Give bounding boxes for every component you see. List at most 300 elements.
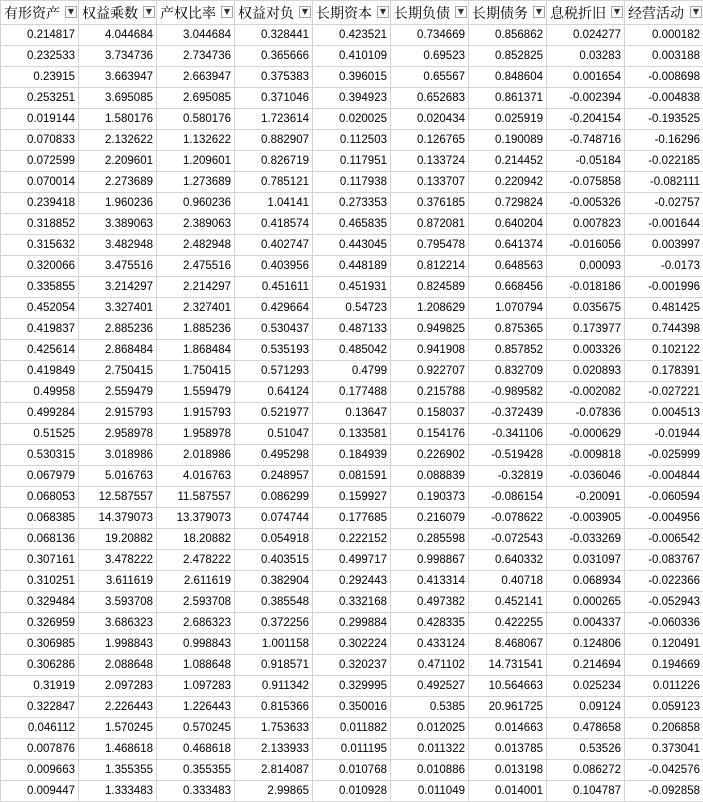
- table-cell[interactable]: 0.429664: [235, 298, 313, 319]
- table-cell[interactable]: -0.027221: [625, 382, 703, 403]
- table-cell[interactable]: 1.097283: [157, 676, 235, 697]
- table-cell[interactable]: -0.082111: [625, 172, 703, 193]
- table-cell[interactable]: 0.949825: [391, 319, 469, 340]
- table-cell[interactable]: 0.960236: [157, 193, 235, 214]
- table-cell[interactable]: -0.16296: [625, 130, 703, 151]
- table-cell[interactable]: 0.253251: [1, 88, 79, 109]
- table-cell[interactable]: 0.010768: [313, 760, 391, 781]
- table-cell[interactable]: 0.448189: [313, 256, 391, 277]
- table-cell[interactable]: 0.067979: [1, 466, 79, 487]
- table-cell[interactable]: 0.443045: [313, 235, 391, 256]
- table-cell[interactable]: 0.328441: [235, 25, 313, 46]
- table-cell[interactable]: 0.318852: [1, 214, 79, 235]
- table-cell[interactable]: 0.580176: [157, 109, 235, 130]
- table-cell[interactable]: 0.861371: [469, 88, 547, 109]
- table-cell[interactable]: 2.868484: [79, 340, 157, 361]
- table-cell[interactable]: 0.49958: [1, 382, 79, 403]
- table-cell[interactable]: 0.03283: [547, 46, 625, 67]
- table-cell[interactable]: 5.016763: [79, 466, 157, 487]
- table-cell[interactable]: 2.475516: [157, 256, 235, 277]
- table-cell[interactable]: -0.004844: [625, 466, 703, 487]
- table-cell[interactable]: 0.396015: [313, 67, 391, 88]
- table-cell[interactable]: 0.003997: [625, 235, 703, 256]
- table-cell[interactable]: 0.355355: [157, 760, 235, 781]
- table-cell[interactable]: 0.376185: [391, 193, 469, 214]
- table-cell[interactable]: 0.190089: [469, 130, 547, 151]
- table-cell[interactable]: -0.004956: [625, 508, 703, 529]
- table-cell[interactable]: 12.587557: [79, 487, 157, 508]
- table-cell[interactable]: 0.487133: [313, 319, 391, 340]
- table-cell[interactable]: 2.663947: [157, 67, 235, 88]
- table-cell[interactable]: 0.031097: [547, 550, 625, 571]
- table-cell[interactable]: 0.013198: [469, 760, 547, 781]
- table-cell[interactable]: 0.011322: [391, 739, 469, 760]
- table-cell[interactable]: 0.117938: [313, 172, 391, 193]
- table-cell[interactable]: 1.723614: [235, 109, 313, 130]
- table-cell[interactable]: -0.001644: [625, 214, 703, 235]
- table-cell[interactable]: 0.011882: [313, 718, 391, 739]
- table-cell[interactable]: 0.872081: [391, 214, 469, 235]
- filter-dropdown-icon[interactable]: ▼: [65, 6, 77, 18]
- filter-dropdown-icon[interactable]: ▼: [455, 6, 467, 18]
- table-cell[interactable]: 2.088648: [79, 655, 157, 676]
- table-cell[interactable]: 2.226443: [79, 697, 157, 718]
- table-cell[interactable]: 0.133581: [313, 424, 391, 445]
- table-cell[interactable]: 2.885236: [79, 319, 157, 340]
- table-cell[interactable]: 0.126765: [391, 130, 469, 151]
- filter-dropdown-icon[interactable]: ▼: [221, 6, 233, 18]
- table-cell[interactable]: -0.052943: [625, 592, 703, 613]
- table-cell[interactable]: 0.530315: [1, 445, 79, 466]
- table-cell[interactable]: 1.559479: [157, 382, 235, 403]
- column-header[interactable]: [625, 1, 703, 25]
- table-cell[interactable]: 13.379073: [157, 508, 235, 529]
- table-cell[interactable]: 0.010886: [391, 760, 469, 781]
- table-cell[interactable]: -0.07836: [547, 403, 625, 424]
- table-cell[interactable]: 2.018986: [157, 445, 235, 466]
- table-cell[interactable]: 0.086299: [235, 487, 313, 508]
- table-cell[interactable]: 0.003188: [625, 46, 703, 67]
- table-cell[interactable]: -0.519428: [469, 445, 547, 466]
- table-cell[interactable]: -0.086154: [469, 487, 547, 508]
- table-cell[interactable]: 1.04141: [235, 193, 313, 214]
- column-header[interactable]: [547, 1, 625, 25]
- column-header[interactable]: [79, 1, 157, 25]
- table-cell[interactable]: 4.016763: [157, 466, 235, 487]
- table-cell[interactable]: 0.003326: [547, 340, 625, 361]
- column-header[interactable]: [157, 1, 235, 25]
- column-header[interactable]: [469, 1, 547, 25]
- table-cell[interactable]: 0.53526: [547, 739, 625, 760]
- table-cell[interactable]: -0.022366: [625, 571, 703, 592]
- table-cell[interactable]: 3.389063: [79, 214, 157, 235]
- table-cell[interactable]: 0.007876: [1, 739, 79, 760]
- table-cell[interactable]: -0.748716: [547, 130, 625, 151]
- table-cell[interactable]: 0.365666: [235, 46, 313, 67]
- table-cell[interactable]: -0.009818: [547, 445, 625, 466]
- table-cell[interactable]: 2.133933: [235, 739, 313, 760]
- table-cell[interactable]: 0.882907: [235, 130, 313, 151]
- table-cell[interactable]: 0.428335: [391, 613, 469, 634]
- table-cell[interactable]: -0.075858: [547, 172, 625, 193]
- table-cell[interactable]: 1.868484: [157, 340, 235, 361]
- table-cell[interactable]: -0.05184: [547, 151, 625, 172]
- table-cell[interactable]: -0.372439: [469, 403, 547, 424]
- table-cell[interactable]: 0.177685: [313, 508, 391, 529]
- table-cell[interactable]: -0.002394: [547, 88, 625, 109]
- filter-dropdown-icon[interactable]: ▼: [533, 6, 545, 18]
- table-cell[interactable]: 1.468618: [79, 739, 157, 760]
- table-cell[interactable]: 0.299884: [313, 613, 391, 634]
- table-cell[interactable]: 0.402747: [235, 235, 313, 256]
- table-cell[interactable]: 0.068934: [547, 571, 625, 592]
- table-cell[interactable]: 0.744398: [625, 319, 703, 340]
- table-cell[interactable]: 1.998843: [79, 634, 157, 655]
- table-cell[interactable]: 0.046112: [1, 718, 79, 739]
- table-cell[interactable]: 0.306286: [1, 655, 79, 676]
- table-cell[interactable]: -0.008698: [625, 67, 703, 88]
- table-cell[interactable]: 0.832709: [469, 361, 547, 382]
- table-cell[interactable]: 3.611619: [79, 571, 157, 592]
- table-cell[interactable]: 0.007823: [547, 214, 625, 235]
- table-cell[interactable]: 0.216079: [391, 508, 469, 529]
- table-cell[interactable]: 0.070833: [1, 130, 79, 151]
- table-cell[interactable]: 0.5385: [391, 697, 469, 718]
- table-cell[interactable]: 1.570245: [79, 718, 157, 739]
- table-cell[interactable]: 0.011195: [313, 739, 391, 760]
- table-cell[interactable]: 1.915793: [157, 403, 235, 424]
- table-cell[interactable]: 0.159927: [313, 487, 391, 508]
- table-cell[interactable]: 0.009663: [1, 760, 79, 781]
- table-cell[interactable]: 0.413314: [391, 571, 469, 592]
- table-cell[interactable]: -0.20091: [547, 487, 625, 508]
- table-cell[interactable]: 14.379073: [79, 508, 157, 529]
- table-cell[interactable]: 0.372256: [235, 613, 313, 634]
- table-cell[interactable]: 2.209601: [79, 151, 157, 172]
- table-cell[interactable]: 0.422255: [469, 613, 547, 634]
- table-cell[interactable]: 0.922707: [391, 361, 469, 382]
- table-cell[interactable]: 0.350016: [313, 697, 391, 718]
- table-cell[interactable]: 0.31919: [1, 676, 79, 697]
- table-cell[interactable]: 8.468067: [469, 634, 547, 655]
- table-cell[interactable]: 0.035675: [547, 298, 625, 319]
- table-cell[interactable]: 0.371046: [235, 88, 313, 109]
- table-cell[interactable]: -0.006542: [625, 529, 703, 550]
- column-header[interactable]: [235, 1, 313, 25]
- table-cell[interactable]: 2.734736: [157, 46, 235, 67]
- table-cell[interactable]: 0.471102: [391, 655, 469, 676]
- table-cell[interactable]: 0.020025: [313, 109, 391, 130]
- table-cell[interactable]: 0.025234: [547, 676, 625, 697]
- table-cell[interactable]: 2.478222: [157, 550, 235, 571]
- table-cell[interactable]: 0.104787: [547, 781, 625, 802]
- table-cell[interactable]: 0.333483: [157, 781, 235, 802]
- table-cell[interactable]: 3.044684: [157, 25, 235, 46]
- table-cell[interactable]: -0.078622: [469, 508, 547, 529]
- table-cell[interactable]: 14.731541: [469, 655, 547, 676]
- table-cell[interactable]: 3.686323: [79, 613, 157, 634]
- table-cell[interactable]: -0.092858: [625, 781, 703, 802]
- table-cell[interactable]: 0.001654: [547, 67, 625, 88]
- table-cell[interactable]: -0.042576: [625, 760, 703, 781]
- table-cell[interactable]: -0.036046: [547, 466, 625, 487]
- table-cell[interactable]: 1.960236: [79, 193, 157, 214]
- table-cell[interactable]: 0.004513: [625, 403, 703, 424]
- table-cell[interactable]: -0.060594: [625, 487, 703, 508]
- table-cell[interactable]: -0.001996: [625, 277, 703, 298]
- table-cell[interactable]: 0.173977: [547, 319, 625, 340]
- column-header[interactable]: [313, 1, 391, 25]
- table-cell[interactable]: 0.232533: [1, 46, 79, 67]
- table-cell[interactable]: 0.485042: [313, 340, 391, 361]
- table-cell[interactable]: -0.01944: [625, 424, 703, 445]
- table-cell[interactable]: 0.848604: [469, 67, 547, 88]
- table-cell[interactable]: -0.072543: [469, 529, 547, 550]
- table-cell[interactable]: 0.335855: [1, 277, 79, 298]
- table-cell[interactable]: 0.332168: [313, 592, 391, 613]
- table-cell[interactable]: 0.120491: [625, 634, 703, 655]
- table-cell[interactable]: 0.320066: [1, 256, 79, 277]
- table-cell[interactable]: 1.088648: [157, 655, 235, 676]
- table-cell[interactable]: 0.385548: [235, 592, 313, 613]
- table-cell[interactable]: 3.593708: [79, 592, 157, 613]
- table-cell[interactable]: 1.750415: [157, 361, 235, 382]
- table-cell[interactable]: 0.521977: [235, 403, 313, 424]
- table-cell[interactable]: 0.51047: [235, 424, 313, 445]
- table-cell[interactable]: 0.4799: [313, 361, 391, 382]
- table-cell[interactable]: 0.530437: [235, 319, 313, 340]
- table-cell[interactable]: 0.478658: [547, 718, 625, 739]
- table-cell[interactable]: 0.226902: [391, 445, 469, 466]
- table-cell[interactable]: 0.394923: [313, 88, 391, 109]
- table-cell[interactable]: 0.824589: [391, 277, 469, 298]
- table-cell[interactable]: 0.310251: [1, 571, 79, 592]
- table-cell[interactable]: 0.375383: [235, 67, 313, 88]
- table-cell[interactable]: 0.09124: [547, 697, 625, 718]
- table-cell[interactable]: 0.004337: [547, 613, 625, 634]
- table-cell[interactable]: 0.641374: [469, 235, 547, 256]
- table-cell[interactable]: 0.190373: [391, 487, 469, 508]
- table-cell[interactable]: -0.016056: [547, 235, 625, 256]
- table-cell[interactable]: 1.753633: [235, 718, 313, 739]
- table-cell[interactable]: 0.322847: [1, 697, 79, 718]
- table-cell[interactable]: -0.32819: [469, 466, 547, 487]
- table-cell[interactable]: -0.193525: [625, 109, 703, 130]
- table-cell[interactable]: 0.826719: [235, 151, 313, 172]
- column-header[interactable]: [1, 1, 79, 25]
- table-cell[interactable]: 10.564663: [469, 676, 547, 697]
- table-cell[interactable]: -0.022185: [625, 151, 703, 172]
- table-cell[interactable]: -0.005326: [547, 193, 625, 214]
- table-cell[interactable]: 0.248957: [235, 466, 313, 487]
- table-cell[interactable]: 2.482948: [157, 235, 235, 256]
- table-cell[interactable]: 0.419837: [1, 319, 79, 340]
- table-cell[interactable]: 0.452141: [469, 592, 547, 613]
- table-cell[interactable]: 0.382904: [235, 571, 313, 592]
- table-cell[interactable]: 0.911342: [235, 676, 313, 697]
- table-cell[interactable]: 0.795478: [391, 235, 469, 256]
- table-cell[interactable]: 0.535193: [235, 340, 313, 361]
- table-cell[interactable]: 1.958978: [157, 424, 235, 445]
- table-cell[interactable]: 0.329484: [1, 592, 79, 613]
- table-cell[interactable]: 0.214817: [1, 25, 79, 46]
- table-cell[interactable]: 0.154176: [391, 424, 469, 445]
- table-cell[interactable]: 0.812214: [391, 256, 469, 277]
- table-cell[interactable]: 1.580176: [79, 109, 157, 130]
- table-cell[interactable]: 0.070014: [1, 172, 79, 193]
- table-cell[interactable]: 0.307161: [1, 550, 79, 571]
- column-header[interactable]: [391, 1, 469, 25]
- table-cell[interactable]: 0.285598: [391, 529, 469, 550]
- table-cell[interactable]: -0.000629: [547, 424, 625, 445]
- table-cell[interactable]: 0.373041: [625, 739, 703, 760]
- table-cell[interactable]: 0.009447: [1, 781, 79, 802]
- table-cell[interactable]: 1.355355: [79, 760, 157, 781]
- table-cell[interactable]: 0.025919: [469, 109, 547, 130]
- table-cell[interactable]: 0.072599: [1, 151, 79, 172]
- table-cell[interactable]: 0.729824: [469, 193, 547, 214]
- table-cell[interactable]: -0.989582: [469, 382, 547, 403]
- table-cell[interactable]: 3.734736: [79, 46, 157, 67]
- filter-dropdown-icon[interactable]: ▼: [690, 6, 702, 18]
- table-cell[interactable]: 0.239418: [1, 193, 79, 214]
- table-cell[interactable]: 2.695085: [157, 88, 235, 109]
- table-cell[interactable]: 11.587557: [157, 487, 235, 508]
- table-cell[interactable]: 0.059123: [625, 697, 703, 718]
- table-cell[interactable]: 0.652683: [391, 88, 469, 109]
- table-cell[interactable]: 1.273689: [157, 172, 235, 193]
- table-cell[interactable]: 0.117951: [313, 151, 391, 172]
- table-cell[interactable]: 0.215788: [391, 382, 469, 403]
- table-cell[interactable]: 0.419849: [1, 361, 79, 382]
- table-cell[interactable]: 2.327401: [157, 298, 235, 319]
- table-cell[interactable]: 0.014001: [469, 781, 547, 802]
- filter-dropdown-icon[interactable]: ▼: [299, 6, 311, 18]
- table-cell[interactable]: 2.214297: [157, 277, 235, 298]
- table-cell[interactable]: 2.097283: [79, 676, 157, 697]
- table-cell[interactable]: 0.495298: [235, 445, 313, 466]
- table-cell[interactable]: 3.478222: [79, 550, 157, 571]
- table-cell[interactable]: 2.389063: [157, 214, 235, 235]
- table-cell[interactable]: 3.327401: [79, 298, 157, 319]
- table-cell[interactable]: 3.475516: [79, 256, 157, 277]
- table-cell[interactable]: 0.13647: [313, 403, 391, 424]
- table-cell[interactable]: 0.074744: [235, 508, 313, 529]
- table-cell[interactable]: 0.499284: [1, 403, 79, 424]
- table-cell[interactable]: 0.184939: [313, 445, 391, 466]
- table-cell[interactable]: 0.418574: [235, 214, 313, 235]
- table-cell[interactable]: -0.025999: [625, 445, 703, 466]
- table-cell[interactable]: 0.054918: [235, 529, 313, 550]
- table-cell[interactable]: 0.000265: [547, 592, 625, 613]
- table-cell[interactable]: 2.593708: [157, 592, 235, 613]
- table-cell[interactable]: 1.132622: [157, 130, 235, 151]
- table-cell[interactable]: 0.468618: [157, 739, 235, 760]
- table-cell[interactable]: 0.206858: [625, 718, 703, 739]
- table-cell[interactable]: 0.875365: [469, 319, 547, 340]
- table-cell[interactable]: 2.958978: [79, 424, 157, 445]
- table-cell[interactable]: 0.320237: [313, 655, 391, 676]
- table-cell[interactable]: -0.341106: [469, 424, 547, 445]
- table-cell[interactable]: 1.226443: [157, 697, 235, 718]
- table-cell[interactable]: 1.208629: [391, 298, 469, 319]
- table-cell[interactable]: 0.010928: [313, 781, 391, 802]
- table-cell[interactable]: 0.998843: [157, 634, 235, 655]
- table-cell[interactable]: 0.492527: [391, 676, 469, 697]
- table-cell[interactable]: 1.070794: [469, 298, 547, 319]
- table-cell[interactable]: -0.003905: [547, 508, 625, 529]
- table-cell[interactable]: 0.998867: [391, 550, 469, 571]
- table-cell[interactable]: 0.012025: [391, 718, 469, 739]
- table-cell[interactable]: 18.20882: [157, 529, 235, 550]
- table-cell[interactable]: -0.002082: [547, 382, 625, 403]
- table-cell[interactable]: 3.663947: [79, 67, 157, 88]
- table-cell[interactable]: -0.204154: [547, 109, 625, 130]
- table-cell[interactable]: 2.814087: [235, 760, 313, 781]
- table-cell[interactable]: 2.915793: [79, 403, 157, 424]
- table-cell[interactable]: 0.941908: [391, 340, 469, 361]
- table-cell[interactable]: 0.102122: [625, 340, 703, 361]
- table-cell[interactable]: 1.001158: [235, 634, 313, 655]
- table-cell[interactable]: 0.158037: [391, 403, 469, 424]
- table-cell[interactable]: 2.273689: [79, 172, 157, 193]
- table-cell[interactable]: 0.014663: [469, 718, 547, 739]
- table-cell[interactable]: 0.214452: [469, 151, 547, 172]
- table-cell[interactable]: 1.885236: [157, 319, 235, 340]
- table-cell[interactable]: 19.20882: [79, 529, 157, 550]
- table-cell[interactable]: -0.02757: [625, 193, 703, 214]
- table-cell[interactable]: 0.571293: [235, 361, 313, 382]
- table-cell[interactable]: 2.686323: [157, 613, 235, 634]
- table-cell[interactable]: 2.559479: [79, 382, 157, 403]
- table-cell[interactable]: 0.020893: [547, 361, 625, 382]
- table-cell[interactable]: 0.024277: [547, 25, 625, 46]
- table-cell[interactable]: 0.214694: [547, 655, 625, 676]
- table-cell[interactable]: 0.081591: [313, 466, 391, 487]
- table-cell[interactable]: 1.209601: [157, 151, 235, 172]
- table-cell[interactable]: 0.088839: [391, 466, 469, 487]
- table-cell[interactable]: -0.004838: [625, 88, 703, 109]
- table-cell[interactable]: 0.481425: [625, 298, 703, 319]
- table-cell[interactable]: 0.011049: [391, 781, 469, 802]
- table-cell[interactable]: 0.54723: [313, 298, 391, 319]
- table-cell[interactable]: 0.465835: [313, 214, 391, 235]
- table-cell[interactable]: 4.044684: [79, 25, 157, 46]
- table-cell[interactable]: 0.640204: [469, 214, 547, 235]
- table-cell[interactable]: 0.133724: [391, 151, 469, 172]
- table-cell[interactable]: 0.40718: [469, 571, 547, 592]
- table-cell[interactable]: 0.570245: [157, 718, 235, 739]
- table-cell[interactable]: 0.302224: [313, 634, 391, 655]
- table-cell[interactable]: 0.020434: [391, 109, 469, 130]
- table-cell[interactable]: 0.315632: [1, 235, 79, 256]
- table-cell[interactable]: 0.306985: [1, 634, 79, 655]
- table-cell[interactable]: 0.329995: [313, 676, 391, 697]
- table-cell[interactable]: 0.222152: [313, 529, 391, 550]
- table-cell[interactable]: 0.177488: [313, 382, 391, 403]
- table-cell[interactable]: 0.068053: [1, 487, 79, 508]
- table-cell[interactable]: 0.403956: [235, 256, 313, 277]
- table-cell[interactable]: 20.961725: [469, 697, 547, 718]
- table-cell[interactable]: 2.132622: [79, 130, 157, 151]
- table-cell[interactable]: 0.857852: [469, 340, 547, 361]
- table-cell[interactable]: 0.497382: [391, 592, 469, 613]
- table-cell[interactable]: 3.214297: [79, 277, 157, 298]
- table-cell[interactable]: 0.451931: [313, 277, 391, 298]
- filter-dropdown-icon[interactable]: ▼: [611, 6, 623, 18]
- table-cell[interactable]: 3.018986: [79, 445, 157, 466]
- table-cell[interactable]: 0.23915: [1, 67, 79, 88]
